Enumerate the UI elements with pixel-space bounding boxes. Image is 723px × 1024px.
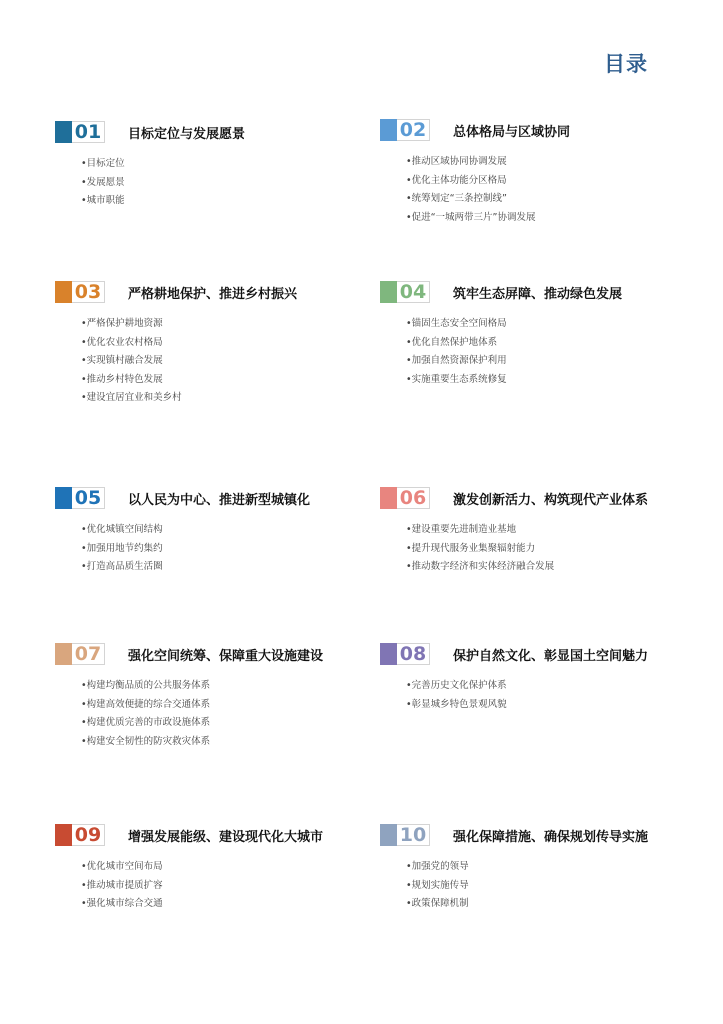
section-color-swatch [380, 119, 397, 141]
list-item: •优化主体功能分区格局 [406, 174, 507, 186]
list-item: •严格保护耕地资源 [81, 318, 163, 329]
section-header [380, 281, 680, 303]
list-item: •强化城市综合交通 [81, 898, 163, 909]
page-title: 目录 [604, 52, 648, 76]
toc-section [380, 487, 680, 572]
section-color-swatch [380, 487, 397, 509]
toc-section [380, 281, 680, 385]
section-title: 以人民为中心、推进新型城镇化 [128, 493, 311, 508]
section-header [55, 824, 355, 846]
list-item: •优化农业农村格局 [81, 336, 163, 348]
list-item: •构建优质完善的市政设施体系 [81, 717, 211, 728]
section-header [55, 121, 355, 143]
section-header [55, 487, 355, 509]
list-item: •目标定位 [81, 158, 125, 169]
section-header [380, 824, 680, 846]
section-color-swatch [55, 121, 72, 143]
list-item: •打造高品质生活圈 [81, 561, 163, 572]
section-number: 01 [72, 121, 105, 143]
section-number: 02 [397, 119, 430, 141]
toc-section [380, 643, 680, 710]
list-item: •实施重要生态系统修复 [406, 373, 507, 385]
list-item: •政策保障机制 [406, 898, 469, 909]
toc-section [380, 119, 680, 223]
section-item-list [81, 677, 210, 751]
list-item: •加强自然资源保护利用 [406, 355, 507, 366]
toc-section [55, 281, 355, 403]
section-number: 08 [397, 643, 430, 665]
section-item-list [81, 858, 163, 914]
section-title: 强化保障措施、确保规划传导实施 [453, 830, 649, 845]
section-color-swatch [380, 281, 397, 303]
section-color-swatch [55, 281, 72, 303]
section-number: 09 [72, 824, 105, 846]
section-title: 目标定位与发展愿景 [128, 127, 246, 142]
list-item: •统筹划定“三条控制线” [406, 193, 507, 204]
section-item-list [406, 315, 507, 389]
toc-section [380, 824, 680, 909]
section-item-list [406, 858, 469, 914]
section-title: 强化空间统筹、保障重大设施建设 [128, 649, 324, 664]
section-item-list [81, 155, 125, 211]
list-item: •建设重要先进制造业基地 [406, 524, 517, 535]
list-item: •发展愿景 [81, 176, 125, 188]
section-title: 筑牢生态屏障、推动绿色发展 [453, 287, 623, 302]
toc-section [55, 121, 355, 206]
section-item-list [81, 521, 163, 577]
list-item: •建设宜居宜业和美乡村 [81, 392, 182, 403]
list-item: •加强用地节约集约 [81, 542, 163, 554]
section-color-swatch [380, 643, 397, 665]
list-item: •优化自然保护地体系 [406, 336, 498, 348]
list-item: •推动区域协同协调发展 [406, 156, 507, 167]
list-item: •锚固生态安全空间格局 [406, 318, 507, 329]
section-title: 总体格局与区域协同 [453, 125, 571, 140]
list-item: •优化城镇空间结构 [81, 524, 163, 535]
list-item: •城市职能 [81, 195, 125, 206]
section-title: 保护自然文化、彰显国土空间魅力 [453, 649, 649, 664]
toc-section [55, 824, 355, 909]
section-color-swatch [55, 487, 72, 509]
section-color-swatch [55, 643, 72, 665]
section-header [380, 487, 680, 509]
list-item: •构建高效便捷的综合交通体系 [81, 698, 211, 710]
section-header [380, 119, 680, 141]
list-item: •构建安全韧性的防灾救灾体系 [81, 735, 211, 747]
section-number: 04 [397, 281, 430, 303]
section-number: 03 [72, 281, 105, 303]
list-item: •加强党的领导 [406, 861, 469, 872]
list-item: •优化城市空间布局 [81, 861, 163, 872]
section-title: 激发创新活力、构筑现代产业体系 [453, 493, 649, 508]
section-item-list [81, 315, 182, 408]
section-number: 05 [72, 487, 105, 509]
section-number: 10 [397, 824, 430, 846]
list-item: •推动城市提质扩容 [81, 879, 163, 891]
list-item: •完善历史文化保护体系 [406, 680, 507, 691]
list-item: •彰显城乡特色景观风貌 [406, 698, 507, 710]
section-header [380, 643, 680, 665]
section-header [55, 281, 355, 303]
toc-section [55, 487, 355, 572]
list-item: •构建均衡品质的公共服务体系 [81, 680, 211, 691]
section-color-swatch [380, 824, 397, 846]
section-color-swatch [55, 824, 72, 846]
section-number: 06 [397, 487, 430, 509]
section-title: 增强发展能级、建设现代化大城市 [128, 830, 324, 845]
list-item: •实现镇村融合发展 [81, 355, 163, 366]
list-item: •规划实施传导 [406, 879, 469, 891]
section-number: 07 [72, 643, 105, 665]
list-item: •推动数字经济和实体经济融合发展 [406, 561, 555, 572]
list-item: •提升现代服务业集聚辐射能力 [406, 542, 536, 554]
section-item-list [406, 521, 554, 577]
list-item: •推动乡村特色发展 [81, 373, 163, 385]
toc-section [55, 643, 355, 747]
section-header [55, 643, 355, 665]
section-title: 严格耕地保护、推进乡村振兴 [128, 287, 298, 302]
section-item-list [406, 677, 507, 714]
section-item-list [406, 153, 535, 227]
list-item: •促进“一城两带三片”协调发展 [406, 211, 536, 223]
